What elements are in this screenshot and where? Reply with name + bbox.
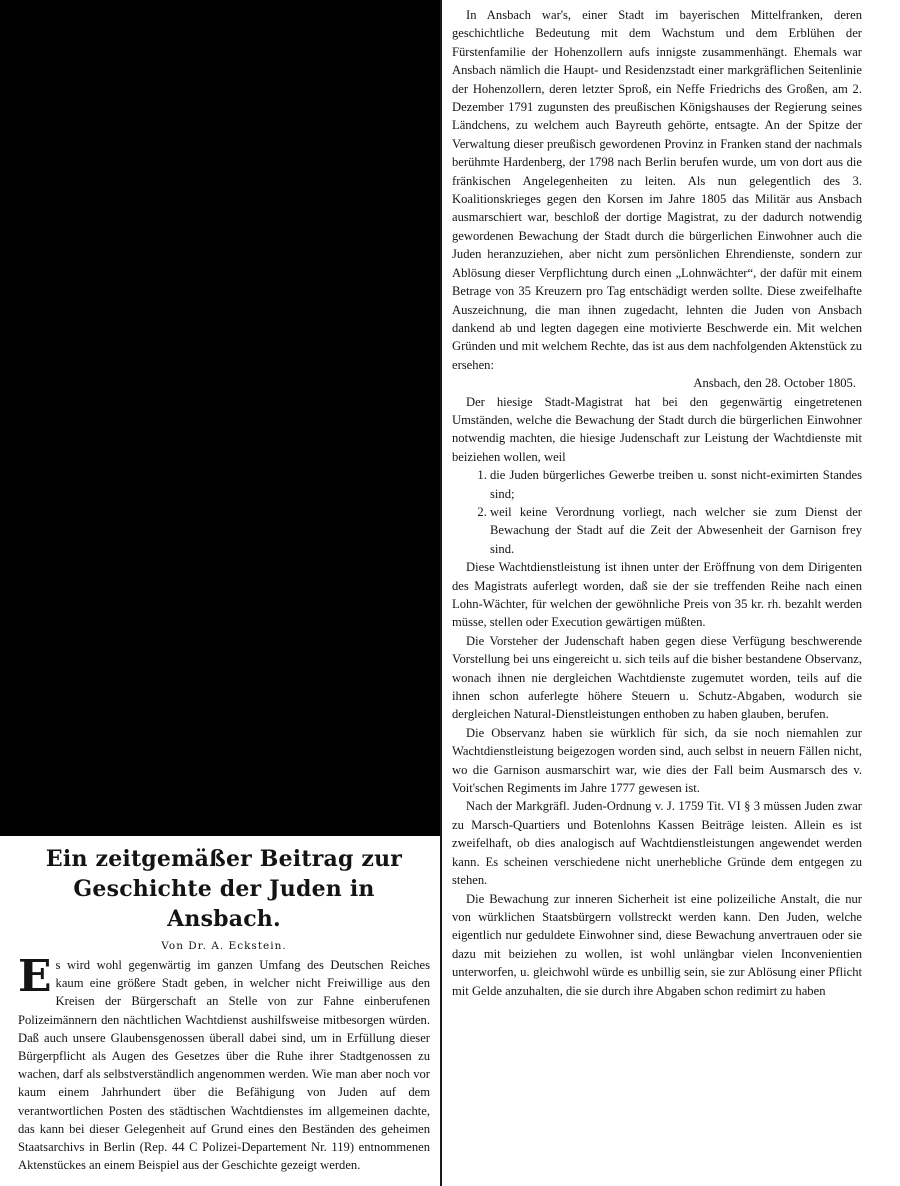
column-divider xyxy=(440,0,442,1186)
paragraph-2: Der hiesige Stadt-Magistrat hat bei den gegenwärtig eingetretenen Umständen, welche die Bewachung der Stadt durch die bürgerlichen Einwohner notwendig machten, die hiesige Judenschaft zur Leistung der Wachtdienste mit beiziehen wollen, weil xyxy=(452,394,862,464)
paragraph-6: Nach der Markgräfl. Juden-Ordnung v. J. 1759 Tit. VI § 3 müssen Juden zwar zu Marsch-Quartiers und Botenlohns Kassen Beiträge leisten. Allein es ist zweifelhaft, ob dies analogisch auf Wachtdienstleistungen angewendet werden kann. Es scheinen verschiedene nicht unerhebliche Gründe dem entgegen zu stehen. xyxy=(452,799,862,888)
article-headline: Ein zeitgemäßer Beitrag zur Geschichte der Juden in Ansbach. xyxy=(45,846,403,932)
document-dateline: Ansbach, den 28. October 1805. xyxy=(693,376,856,391)
paragraph-7: Die Bewachung zur inneren Sicherheit ist eine polizeiliche Anstalt, die nur von würklichen Staatsbürgern vollstreckt werden kann. Den Juden, welche eigentlich nur geduldete Einwohner sind, diese Bewachung anvertrauen oder sie dazu mit beiziehen zu wollen, ist wohl unlängbar vielen Inconvenientien unterworfen, u. gleichwohl würde es unbillig sein, sie zur Ablösung einer Pflicht mit Gelde anzuhalten, die sie durch ihre Abgaben schon redimirt zu haben xyxy=(452,891,862,998)
right-column xyxy=(452,6,862,1000)
article-intro xyxy=(18,951,430,1174)
paragraph-4: Die Vorsteher der Judenschaft haben gegen diese Verfügung beschwerende Vorstellung bei uns eingereicht u. sich teils auf die bisher bestandene Observanz, wonach ihnen nie dergleichen Wachtdienste zugemutet worden, teils auf die ihnen schon auferlegte höhere Steuern u. Schutz-Abgaben, wodurch sie dergleichen Natural-Dienstleistungen enthoben zu haben glauben, berufen. xyxy=(452,633,862,722)
reasons-list xyxy=(452,466,862,558)
paragraph-5: Die Observanz haben sie würklich für sich, da sie noch niemahlen zur Wachtdienstleistung beigezogen worden sind, auch selbst in neuern Fällen nicht, wo die Garnison ausmarschirt war, wie dies der Fall beim Ausmarsch des v. Voit'schen Regiments im Jahre 1777 gewesen ist. xyxy=(452,725,862,796)
drop-cap: E xyxy=(18,951,52,1002)
paragraph-1: In Ansbach war's, einer Stadt im bayerischen Mittelfranken, deren geschichtliche Bedeutung mit dem Wachstum und dem Erblühen der Fürstenfamilie der Hohenzollern aufs innigste zusammenhängt. Ehemals war Ansbach nämlich die Haupt- und Residenzstadt einer markgräflichen Seitenlinie der Hohenzollern, deren letzter Sproß, ein Neffe Friedrichs des Großen, am 2. Dezember 1791 zugunsten des preußischen Königshauses der Regierung seines Ländchens, zu welchem auch Bayreuth gehörte, entsagte. An der Spitze der Verwaltung dieser preußisch gewordenen Provinz in Franken stand der nachmals berühmte Hardenberg, der 1798 nach Berlin berufen wurde, um von dort aus die fränkischen Angelegenheiten zu leiten. Als nun gelegentlich des 3. Koalitionskrieges gegen den Korsen im Jahre 1805 das Militär aus Ansbach ausmarschiert war, beschloß der dortige Magistrat, zu der dadurch notwendig gewordenen Bewachung der Stadt durch die bürgerlichen Einwohner auch die Juden heranzuziehen, aber nicht zum persönlichen Ehrendienste, sondern zur Ablösung dieser Verpflichtung durch einen „Lohnwächter“, der dafür mit einem Betrage von 35 Kreuzern pro Tag entschädigt werden sollte. Diese zweifelhafte Auszeichnung, die man ihnen zugedacht, lehnten die Juden von Ansbach dankend ab und legten dagegen eine motivierte Beschwerde ein. Mit welchen Gründen und mit welchem Rechte, das ist aus dem nachfolgenden Aktenstück zu ersehen: xyxy=(452,8,862,372)
black-redacted-area xyxy=(0,0,441,836)
left-column xyxy=(18,836,430,1174)
list-item: 2. weil keine Verordnung vorliegt, nach welcher sie zum Dienst der Bewachung der Stadt auf die Zeit der Abwesenheit der Garnison frey sind. xyxy=(490,503,862,558)
list-item: 1. die Juden bürgerliches Gewerbe treiben u. sonst nicht-eximirten Standes sind; xyxy=(490,466,862,503)
paragraph-3: Diese Wachtdienstleistung ist ihnen unter der Eröffnung von dem Dirigenten des Magistrats auferlegt worden, daß sie der sie treffenden Reihe nach einen Lohn-Wächter, für welchen der gewöhnliche Preis von 35 kr. rh. bezahlt werden müsse, stellen oder Execution gewärtigen müßten. xyxy=(452,560,862,630)
intro-text: s wird wohl gegenwärtig im ganzen Umfang des Deutschen Reiches kaum eine größere Stadt geben, in welcher nicht Freiwillige aus den Kreisen der Bürgerschaft an Stelle von zur Fahne einberufenen Polizeimännern den nächtlichen Wachtdienst aushilfsweise mitbesorgen würden. Daß auch unsere Glaubensgenossen überall dabei sind, um in Erfüllung dieser Bürgerpflicht als Augen des Gesetzes über die Ruhe ihrer Stadtgenossen zu wachen, darf als selbstverständlich angenommen werden. Wie man aber noch vor kaum einem Jahrhundert über die Befähigung von Juden auf dem verantwortlichen Posten des städtischen Wachtdienstes im allgemeinen dachte, das kann bei dieser Gelegenheit auf Grund eines den Beständen des geheimen Staatsarchivs in Berlin (Rep. 44 C Polizei-Departement Nr. 119) entnommenen Aktenstückes an einem Beispiel aus der Geschichte gezeigt werden. xyxy=(18,958,430,1173)
article-byline: Von Dr. A. Eckstein. xyxy=(161,940,287,952)
